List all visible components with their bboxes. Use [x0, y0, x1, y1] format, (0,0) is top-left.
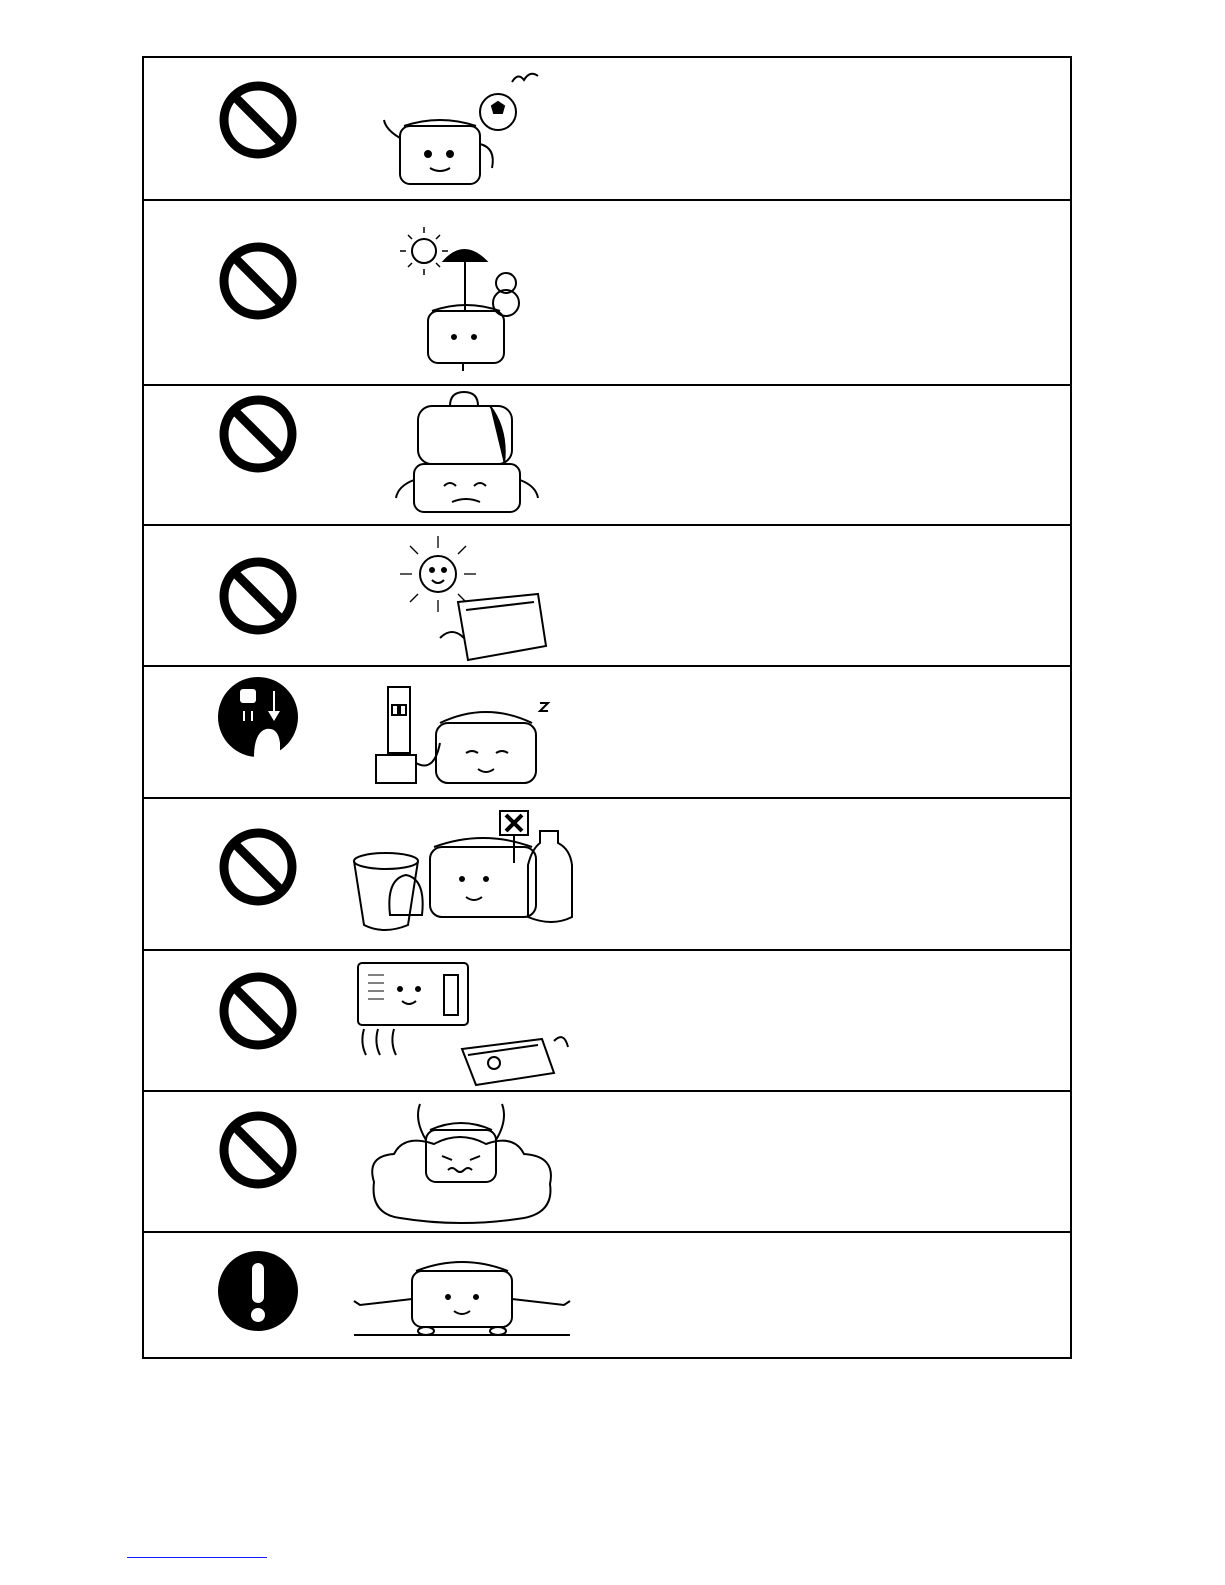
table-row [144, 526, 1070, 667]
prohibition-icon [218, 241, 298, 321]
table-row [144, 667, 1070, 799]
table-row [144, 1092, 1070, 1233]
table-row [144, 386, 1070, 526]
precautions-table [142, 56, 1072, 1359]
prohibition-icon [218, 827, 298, 907]
prohibition-icon [218, 394, 298, 474]
scale-aircon-illustration [354, 957, 579, 1089]
footer-link-underline [127, 1557, 267, 1558]
scale-sunlight-illustration [388, 532, 553, 664]
prohibition-icon [218, 971, 298, 1051]
table-row [144, 201, 1070, 386]
scale-solvents-illustration [350, 807, 585, 947]
table-row [144, 951, 1070, 1092]
scale-cushion-illustration [364, 1100, 559, 1228]
prohibition-icon [218, 1110, 298, 1190]
scale-level-illustration [350, 1251, 575, 1341]
prohibition-icon [218, 556, 298, 636]
unplug-icon [218, 677, 298, 757]
prohibition-icon [218, 80, 298, 160]
scale-weight-illustration [392, 390, 542, 520]
table-row [144, 799, 1070, 951]
table-row [144, 1233, 1070, 1357]
scale-sleeping-illustration [374, 683, 554, 793]
table-row [144, 58, 1070, 201]
scale-ball-illustration [380, 68, 550, 193]
scale-weather-illustration [388, 221, 538, 371]
mandatory-icon [218, 1251, 298, 1331]
